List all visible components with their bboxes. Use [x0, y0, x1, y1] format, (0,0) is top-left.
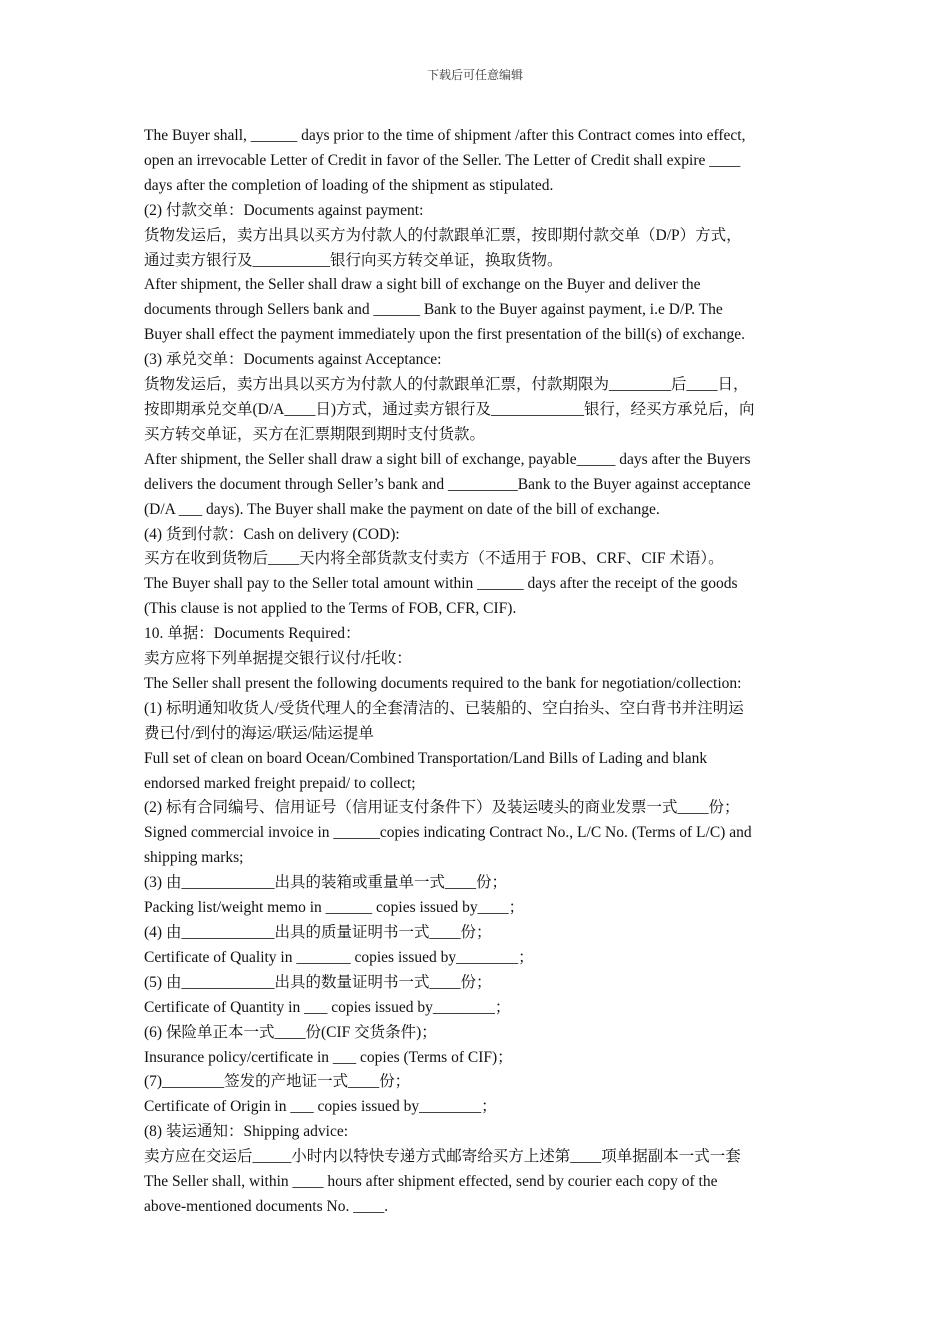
text-line: The Buyer shall, ______ days prior to the time of shipment /after this Contract comes into effect, [144, 127, 746, 144]
text-line: 卖方应将下列单据提交银行议付/托收： [144, 650, 412, 668]
text-line: documents through Sellers bank and ______ Bank to the Buyer against payment, i.e D/P. The [144, 301, 723, 319]
text-line: The Buyer shall pay to the Seller total amount within ______ days after the receipt of the goods [144, 575, 738, 593]
page-header: 下载后可任意编辑 [426, 68, 523, 82]
text-line: 货物发运后，卖方出具以买方为付款人的付款跟单汇票，付款期限为________后____日， [144, 376, 749, 394]
text-line: shipping marks; [144, 849, 244, 867]
text-line: Signed commercial invoice in ______copies indicating Contract No., L/C No. (Terms of L/C) and [144, 824, 752, 842]
text-line: (4) 由____________出具的质量证明书一式____份； [144, 924, 492, 941]
text-line: open an irrevocable Letter of Credit in favor of the Seller. The Letter of Credit shall expire ____ [144, 151, 741, 169]
text-line: (3) 承兑交单：Documents against Acceptance: [144, 351, 442, 369]
text-line: Full set of clean on board Ocean/Combined Transportation/Land Bills of Lading and blank [144, 749, 708, 767]
text-line: 通过卖方银行及__________银行向买方转交单证，换取货物。 [144, 251, 563, 269]
text-line: Certificate of Quantity in ___ copies issued by________； [144, 998, 511, 1016]
document-body [144, 124, 808, 1220]
text-line: 费已付/到付的海运/联运/陆运提单 [144, 724, 374, 742]
text-line: 卖方应在交运后_____小时内以特快专递方式邮寄给买方上述第____项单据副本一式一套 [144, 1148, 741, 1166]
text-line: Insurance policy/certificate in ___ copies (Terms of CIF)； [144, 1048, 513, 1066]
text-line: (7)________签发的产地证一式____份； [144, 1073, 411, 1091]
text-line: After shipment, the Seller shall draw a sight bill of exchange, payable_____ days after the Buyers [144, 450, 751, 468]
text-line: 买方转交单证，买方在汇票期限到期时支付货款。 [144, 425, 486, 443]
text-line: 10. 单据：Documents Required： [144, 625, 361, 643]
text-line: (8) 装运通知：Shipping advice: [144, 1123, 349, 1141]
text-line: days after the completion of loading of the shipment as stipulated. [144, 176, 554, 194]
text-line: The Seller shall, within ____ hours after shipment effected, send by courier each copy of the [144, 1173, 718, 1191]
text-line: delivers the document through Seller’s bank and _________Bank to the Buyer against acceptance [144, 475, 751, 493]
text-line: Buyer shall effect the payment immediately upon the first presentation of the bill(s) of exchange. [144, 326, 746, 344]
text-line: (4) 货到付款：Cash on delivery (COD): [144, 525, 400, 543]
text-line: (6) 保险单正本一式____份(CIF 交货条件)； [144, 1023, 437, 1041]
text-line: (5) 由____________出具的数量证明书一式____份； [144, 973, 492, 991]
text-line: above-mentioned documents No. ____. [144, 1197, 389, 1215]
text-line: (This clause is not applied to the Terms of FOB, CFR, CIF). [144, 600, 517, 618]
text-line: (2) 标有合同编号、信用证号（信用证支付条件下）及装运唛头的商业发票一式____份； [144, 799, 740, 817]
text-line: Certificate of Origin in ___ copies issued by________； [144, 1098, 497, 1116]
text-line: (2) 付款交单：Documents against payment: [144, 201, 424, 219]
text-line: (D/A ___ days). The Buyer shall make the payment on date of the bill of exchange. [144, 500, 660, 518]
text-line: 按即期承兑交单(D/A____日)方式，通过卖方银行及____________银行，经买方承兑后，向 [144, 400, 755, 418]
text-line: After shipment, the Seller shall draw a sight bill of exchange on the Buyer and deliver the [144, 276, 701, 294]
text-line: 货物发运后，卖方出具以买方为付款人的付款跟单汇票，按即期付款交单（D/P）方式， [144, 226, 742, 244]
text-line: endorsed marked freight prepaid/ to collect; [144, 774, 416, 792]
text-line: Packing list/weight memo in ______ copies issued by____； [144, 899, 525, 917]
text-line: (3) 由____________出具的装箱或重量单一式____份； [144, 874, 507, 892]
text-line: The Seller shall present the following documents required to the bank for negotiation/collection: [144, 674, 742, 692]
text-line: 买方在收到货物后____天内将全部货款支付卖方（不适用于 FOB、CRF、CIF 术语）。 [144, 550, 724, 568]
text-line: Certificate of Quality in _______ copies issued by________； [144, 948, 534, 966]
text-line: (1) 标明通知收货人/受货代理人的全套清洁的、已装船的、空白抬头、空白背书并注明运 [144, 699, 744, 717]
